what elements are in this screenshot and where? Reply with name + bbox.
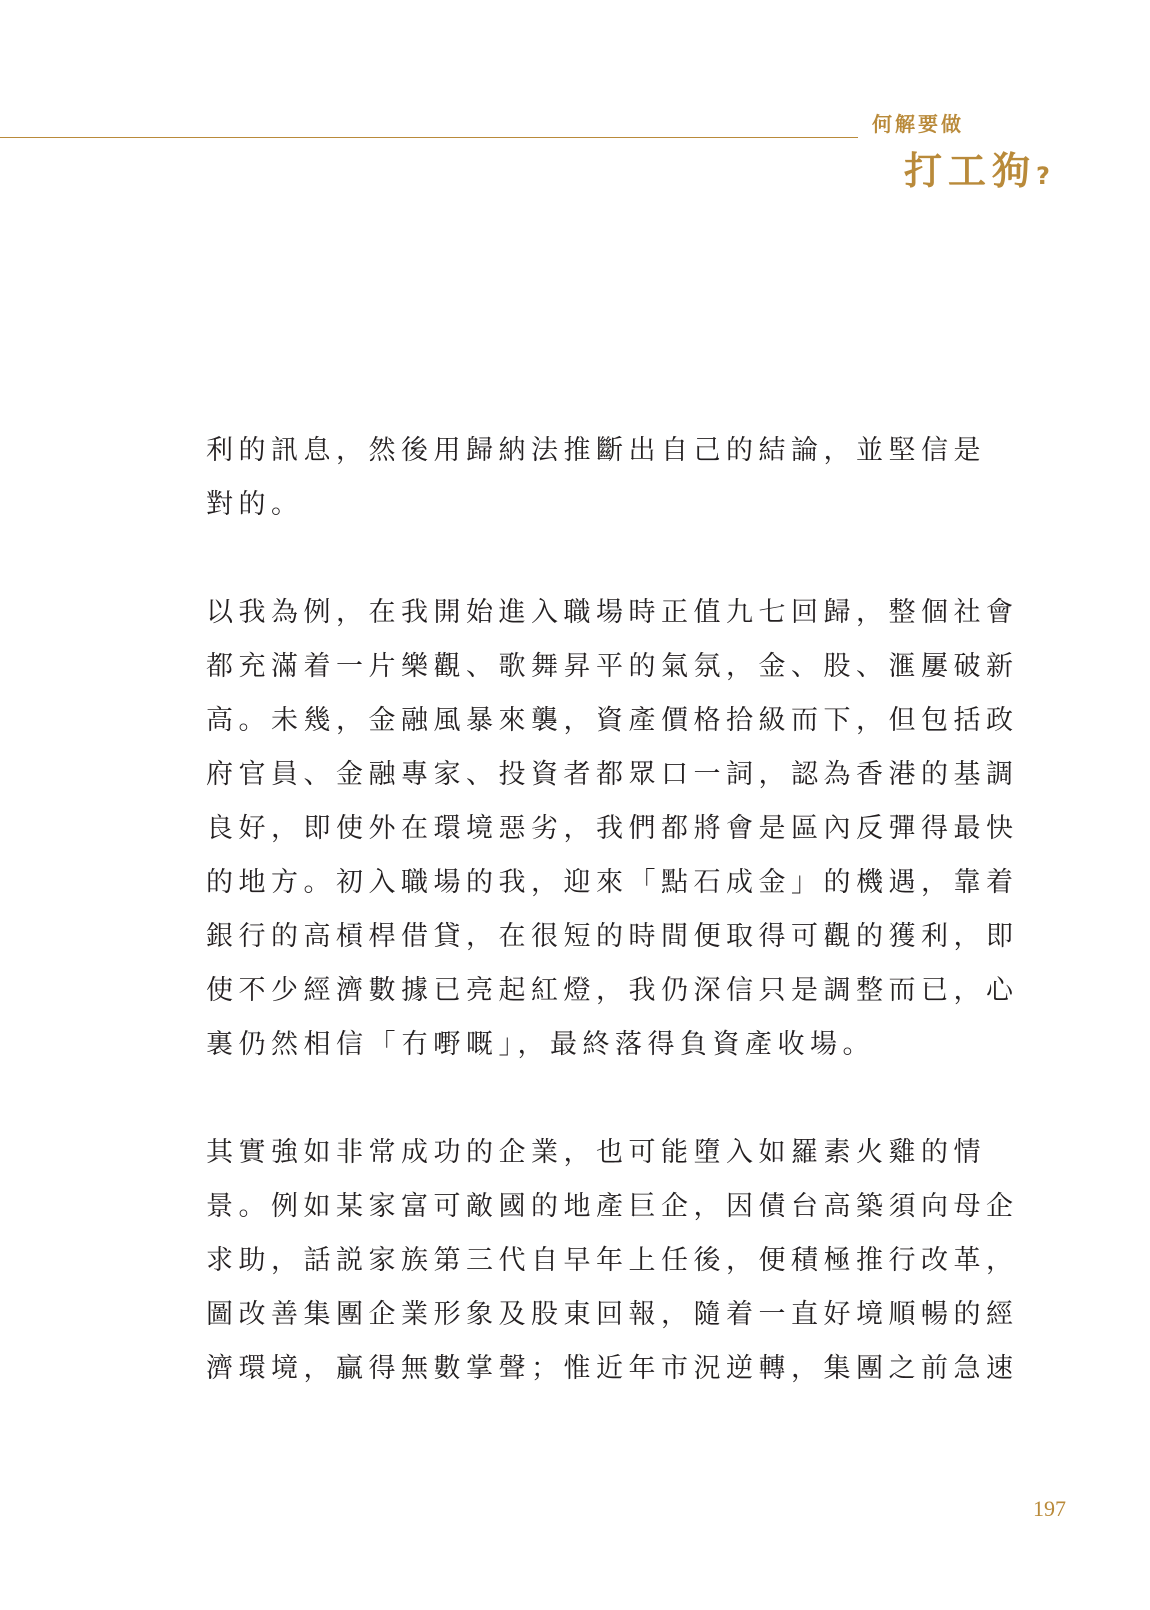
text-line: 其實強如非常成功的企業，也可能墮入如羅素火雞的情: [206, 1137, 986, 1168]
paragraph-2: [206, 586, 1019, 1072]
running-header-kicker: 何解要做: [872, 112, 964, 136]
text-line: 使不少經濟數據已亮起紅燈，我仍深信只是調整而已，心: [206, 975, 1019, 1006]
text-line: 利的訊息，然後用歸納法推斷出自己的結論，並堅信是: [206, 435, 986, 466]
text-line: 求助，話説家族第三代自早年上任後，便積極推行改革，: [206, 1245, 1019, 1276]
text-line: 裏仍然相信「冇嘢嘅」，最終落得負資產收場。: [206, 1029, 875, 1060]
text-line: 都充滿着一片樂觀、歌舞昇平的氣氛，金、股、滙屢破新: [206, 651, 1019, 682]
running-header-title-text: 打工狗: [904, 149, 1037, 193]
paragraph-1: [206, 424, 1010, 532]
text-line: 對的。: [206, 489, 304, 520]
paragraph-3: [206, 1126, 1019, 1396]
text-line: 銀行的高槓桿借貸，在很短的時間便取得可觀的獲利，即: [206, 921, 1019, 952]
text-line: 濟環境，贏得無數掌聲；惟近年市況逆轉，集團之前急速: [206, 1353, 1019, 1384]
page-number: 197: [1033, 1496, 1066, 1521]
text-line: 良好，即使外在環境惡劣，我們都將會是區內反彈得最快: [206, 813, 1019, 844]
text-line: 圖改善集團企業形象及股東回報，隨着一直好境順暢的經: [206, 1299, 1019, 1330]
body-text: [206, 424, 1019, 1450]
text-line: 以我為例，在我開始進入職場時正值九七回歸，整個社會: [206, 597, 1019, 628]
text-line: 景。例如某家富可敵國的地產巨企，因債台高築須向母企: [206, 1191, 1019, 1222]
text-line: 高。未幾，金融風暴來襲，資產價格拾級而下，但包括政: [206, 705, 1019, 736]
text-line: 府官員、金融專家、投資者都眾口一詞，認為香港的基調: [206, 759, 1019, 790]
running-header-title: [904, 140, 1050, 195]
text-line: 的地方。初入職場的我，迎來「點石成金」的機遇，靠着: [206, 867, 1019, 898]
header-rule: [0, 137, 858, 138]
running-header-question-mark: ?: [1036, 162, 1050, 190]
